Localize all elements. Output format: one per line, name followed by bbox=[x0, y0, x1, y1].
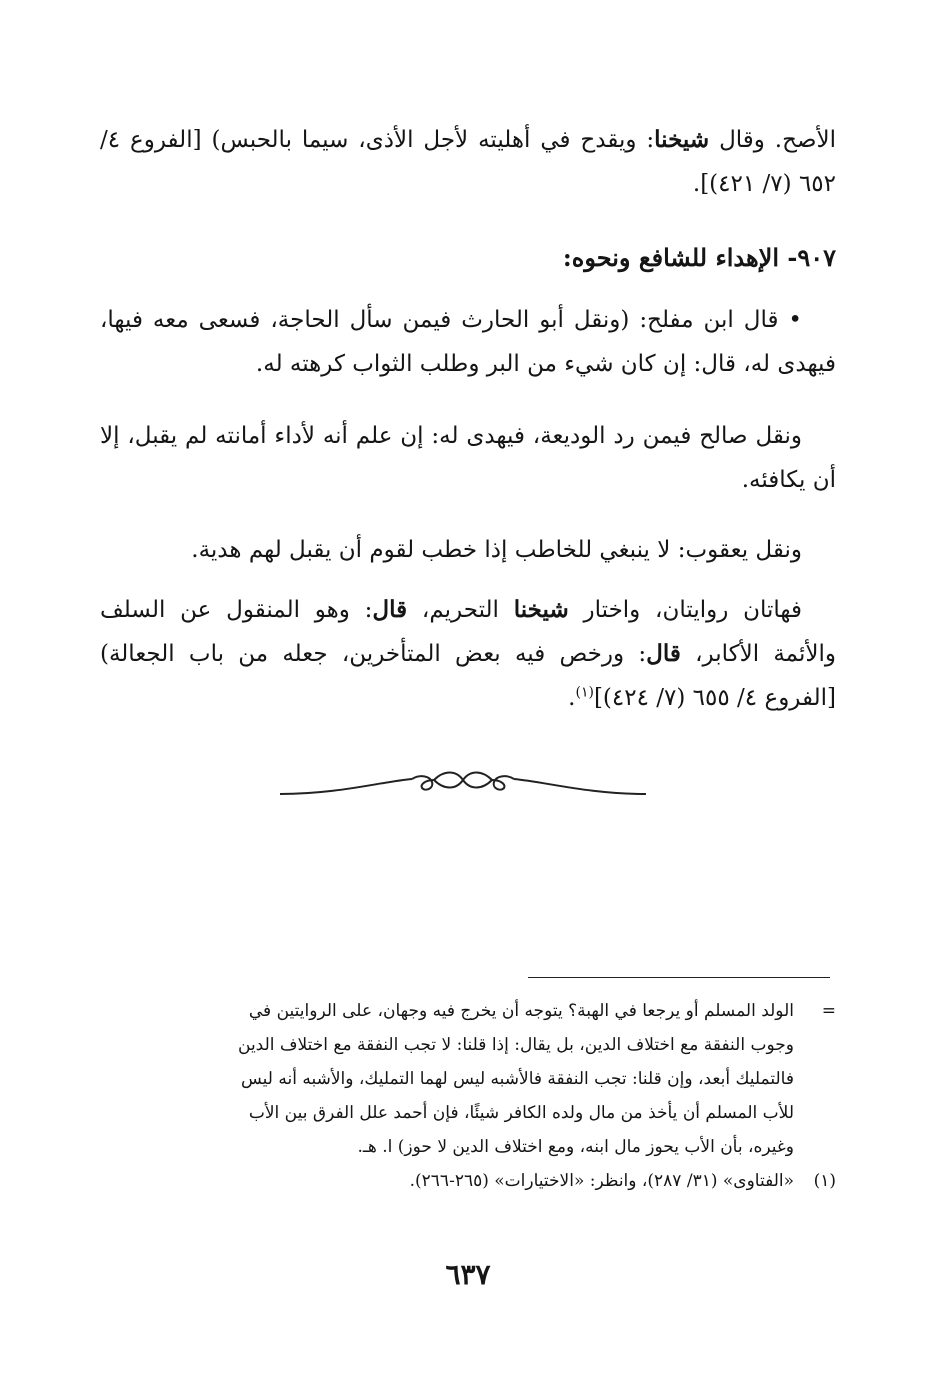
paragraph-4 bbox=[100, 588, 836, 720]
paragraph-top-rest: : ويقدح في أهليته لأجل الأذى، سيما بالحبس) [الفروع ٤/ ٦٥٢ (٧/ ٤٢١)]. bbox=[100, 127, 836, 197]
paragraph-4-bold-2: قال bbox=[372, 596, 408, 623]
paragraph-4-bold-3: قال bbox=[646, 640, 681, 667]
footnote-continuation-line bbox=[100, 994, 836, 1028]
paragraph-4-part-2: التحريم، bbox=[407, 597, 514, 623]
footnote-1 bbox=[100, 1164, 836, 1198]
paragraph-1: • قال ابن مفلح: (ونقل أبو الحارث فيمن سأل الحاجة، فسعى معه فيها، فيهدى له، قال: إن كان شيء من البر وطلب الثواب كرهته له. bbox=[100, 307, 836, 377]
paragraph-4-part-3: : وهو المنقول عن السلف والأئمة الأكابر، bbox=[100, 597, 836, 667]
page-number: ٦٣٧ bbox=[445, 1258, 491, 1291]
paragraph-3: ونقل يعقوب: لا ينبغي للخاطب إذا خطب لقوم أن يقبل لهم هدية. bbox=[191, 537, 802, 563]
footnote-continuation-mark: = bbox=[821, 1001, 836, 1021]
footnotes bbox=[100, 994, 836, 1198]
paragraph-4-part-1: فهاتان روايتان، واختار bbox=[568, 597, 803, 623]
paragraph-4-bold-1: شيخنا bbox=[513, 596, 569, 623]
footnote-continuation-line: للأب المسلم أن يأخذ من مال ولده الكافر شيئًا، فإن أحمد علل الفرق بين الأب bbox=[248, 1103, 794, 1123]
ornament-divider-icon bbox=[280, 764, 646, 808]
paragraph-top bbox=[100, 118, 836, 206]
paragraph-2: ونقل صالح فيمن رد الوديعة، فيهدى له: إن علم أنه لأداء أمانته لم يقبل، إلا أن يكافئه. bbox=[100, 423, 836, 493]
section-heading: ٩٠٧- الإهداء للشافع ونحوه: bbox=[562, 243, 836, 272]
footnote-text: الولد المسلم أو يرجعا في الهبة؟ يتوجه أن يخرج فيه وجهان، على الروايتين في bbox=[248, 1001, 794, 1021]
footnote-reference: (١) bbox=[575, 684, 594, 701]
paragraph-top-bold: شيخنا bbox=[654, 126, 710, 153]
footnote-1-text: «الفتاوى» (٣١/ ٢٨٧)، وانظر: «الاختيارات» (٢٦٥-٢٦٦). bbox=[409, 1171, 794, 1191]
paragraph-4-end: . bbox=[568, 685, 576, 711]
footnote-continuation-line: فالتمليك أبعد، وإن قلنا: تجب النفقة فالأشبه ليس لهما التمليك، والأشبه أنه ليس bbox=[241, 1069, 794, 1089]
footnote-1-mark: (١) bbox=[813, 1171, 836, 1191]
paragraph-4-part-4: : ورخص فيه بعض المتأخرين، جعله من باب الجعالة) [الفروع ٤/ ٦٥٥ (٧/ ٤٢٤)] bbox=[100, 641, 836, 711]
paragraph-top-text: الأصح. وقال bbox=[709, 127, 837, 153]
footnote-continuation-line: وغيره، بأن الأب يحوز مال ابنه، ومع اختلاف الدين لا حوز) ا. هـ. bbox=[357, 1137, 794, 1157]
footnote-continuation-line: وجوب النفقة مع اختلاف الدين، بل يقال: إذا قلنا: لا تجب النفقة مع اختلاف الدين bbox=[238, 1035, 794, 1055]
footnote-separator bbox=[528, 977, 830, 978]
